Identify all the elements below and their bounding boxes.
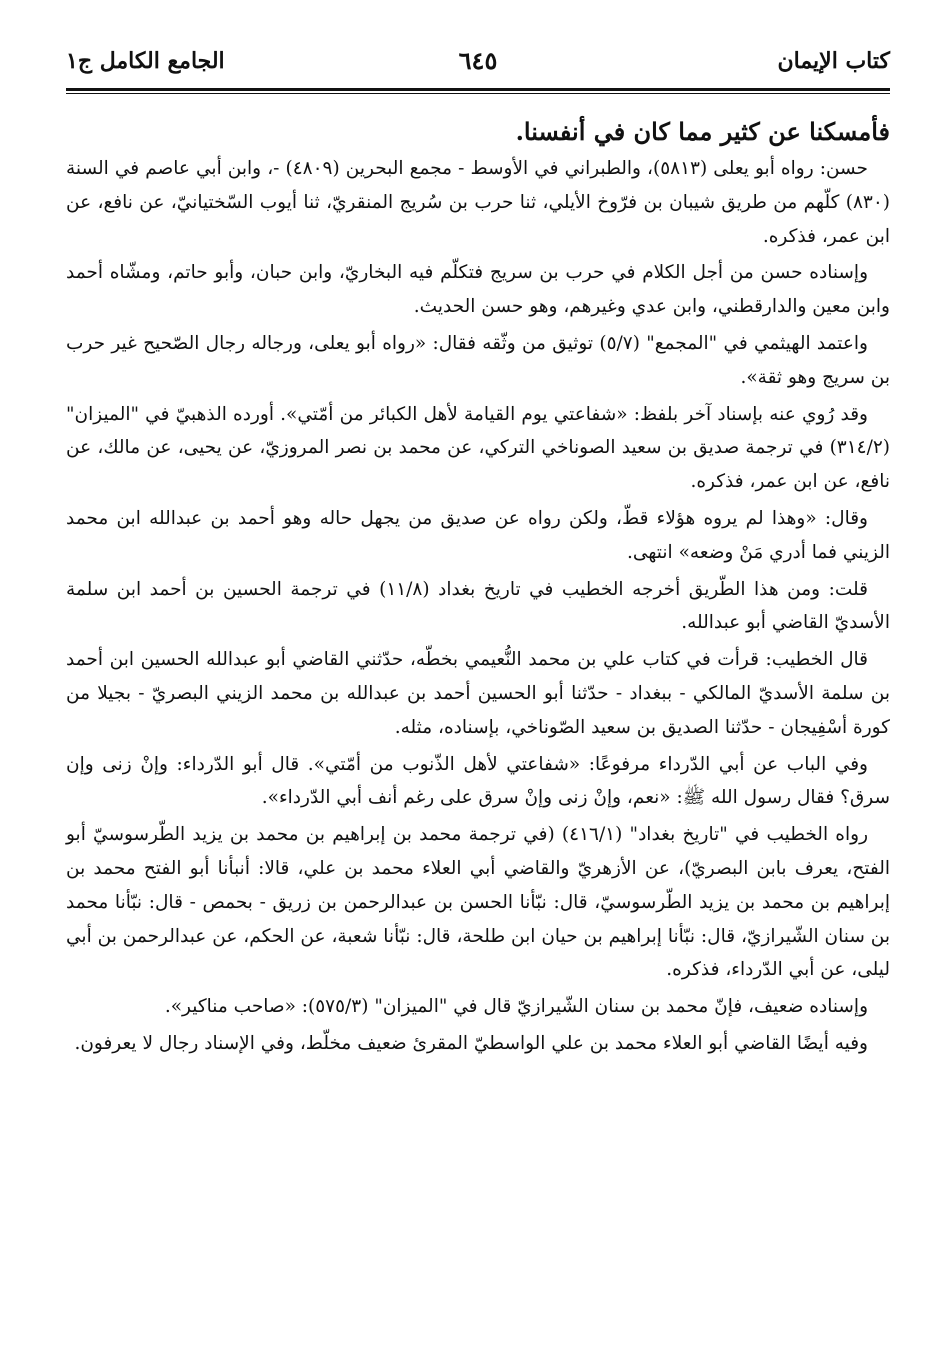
book-title: كتاب الإيمان [777, 48, 890, 74]
page-body [66, 112, 890, 1061]
header-rule-thin [66, 93, 890, 94]
lead-line: فأمسكنا عن كثير مما كان في أنفسنا. [515, 117, 890, 146]
paragraph-weak-chain: وإسناده ضعيف، فإنّ محمد بن سنان الشّيرازيّ قال في "الميزان" (٥٧٥/٣): «صاحب مناكير». [164, 996, 868, 1018]
paragraph-isnad: وإسناده حسن من أجل الكلام في حرب بن سريج فتكلّم فيه البخاريّ، وابن حبان، وأبو حاتم، ومشّاه أحمد وابن معين والدارقطني، وابن عدي وغيرهم، وهو حسن الحديث. [66, 262, 890, 318]
paragraph-abu-darda: وفي الباب عن أبي الدّرداء مرفوعًا: «شفاعتي لأهل الذّنوب من أمّتي». قال أبو الدّرداء: وإنْ زنى وإن سرق؟ فقال رسول الله ﷺ: «نعم، وإنْ زنى وإنْ سرق على رغم أنف أبي الدّرداء». [66, 753, 890, 809]
paragraph-unknown-narrators: وفيه أيضًا القاضي أبو العلاء محمد بن علي الواسطيّ المقرئ ضعيف مخلّط، وفي الإسناد رجال لا يعرفون. [74, 1032, 868, 1054]
paragraph-dhahabi-quote: وقال: «وهذا لم يروه هؤلاء قطّ، ولكن رواه عن صديق من يجهل حاله وهو أحمد بن عبدالله ابن محمد الزيني فما أدري مَنْ وضعه» انتهى. [66, 507, 890, 563]
paragraph-khatib-path: قلت: ومن هذا الطّريق أخرجه الخطيب في تاريخ بغداد (١١/٨) في ترجمة الحسين بن أحمد ابن سلمة الأسديّ القاضي أبو عبدالله. [66, 578, 890, 634]
paragraph-hasan: حسن: رواه أبو يعلى (٥٨١٣)، والطبراني في الأوسط - مجمع البحرين (٤٨٠٩) -، وابن أبي عاصم في السنة (٨٣٠) كلّهم من طريق شيبان بن فرّوخ الأيلي، ثنا حرب بن سُريج المنقريّ، ثنا أيوب السّختيانيّ، عن نافع، عن ابن عمر، فذكره. [66, 158, 890, 247]
book-page [66, 40, 890, 1064]
header-rule-thick [66, 88, 890, 91]
paragraph-other-chain: وقد رُوي عنه بإسناد آخر بلفظ: «شفاعتي يوم القيامة لأهل الكبائر من أمّتي». أورده الذهبيّ في "الميزان" (٣١٤/٢) في ترجمة صديق بن سعيد الصوناخي التركي، عن محمد بن نصر المروزيّ، عن يحيى، عن مالك، عن نافع، عن ابن عمر، فذكره. [66, 403, 890, 493]
page-number: ٦٤٥ [458, 46, 498, 75]
series-title: الجامع الكامل ج١ [66, 48, 225, 74]
running-header [66, 40, 890, 86]
paragraph-haythami: واعتمد الهيثمي في "المجمع" (٥/٧) توثيق من وثّقه فقال: «رواه أبو يعلى، ورجاله رجال الصّحيح غير حرب بن سريج وهو ثقة». [66, 332, 890, 388]
paragraph-khatib-quote: قال الخطيب: قرأت في كتاب علي بن محمد النُّعيمي بخطّه، حدّثني القاضي أبو عبدالله الحسين ابن أحمد بن سلمة الأسديّ المالكي - ببغداد - حدّثنا أبو الحسين أحمد بن عبدالله بن محمد الزيني البصريّ - بجيلا من كورة أسْفِيجان - حدّثنا الصديق بن سعيد الصّوناخي، بإسناده، مثله. [66, 649, 890, 738]
paragraph-khatib-narration: رواه الخطيب في "تاريخ بغداد" (٤١٦/١) (في ترجمة محمد بن إبراهيم بن محمد بن يزيد الطّرسوسيّ أبو الفتح، يعرف بابن البصريّ)، عن الأزهريّ والقاضي أبي العلاء محمد بن علي، قالا: أنبأنا أبو الفتح محمد بن إبراهيم بن محمد بن يزيد الطّرسوسيّ، قال: نبّأنا الحسن بن عبدالرحمن بن زريق - بحمص - قال: نبّأنا محمد بن سنان الشّيرازيّ، قال: نبّأنا إبراهيم بن حيان ابن طلحة، قال: نبّأنا شعبة، عن الحكم، عن عبدالرحمن بن أبي ليلى، عن أبي الدّرداء، فذكره. [66, 824, 890, 981]
